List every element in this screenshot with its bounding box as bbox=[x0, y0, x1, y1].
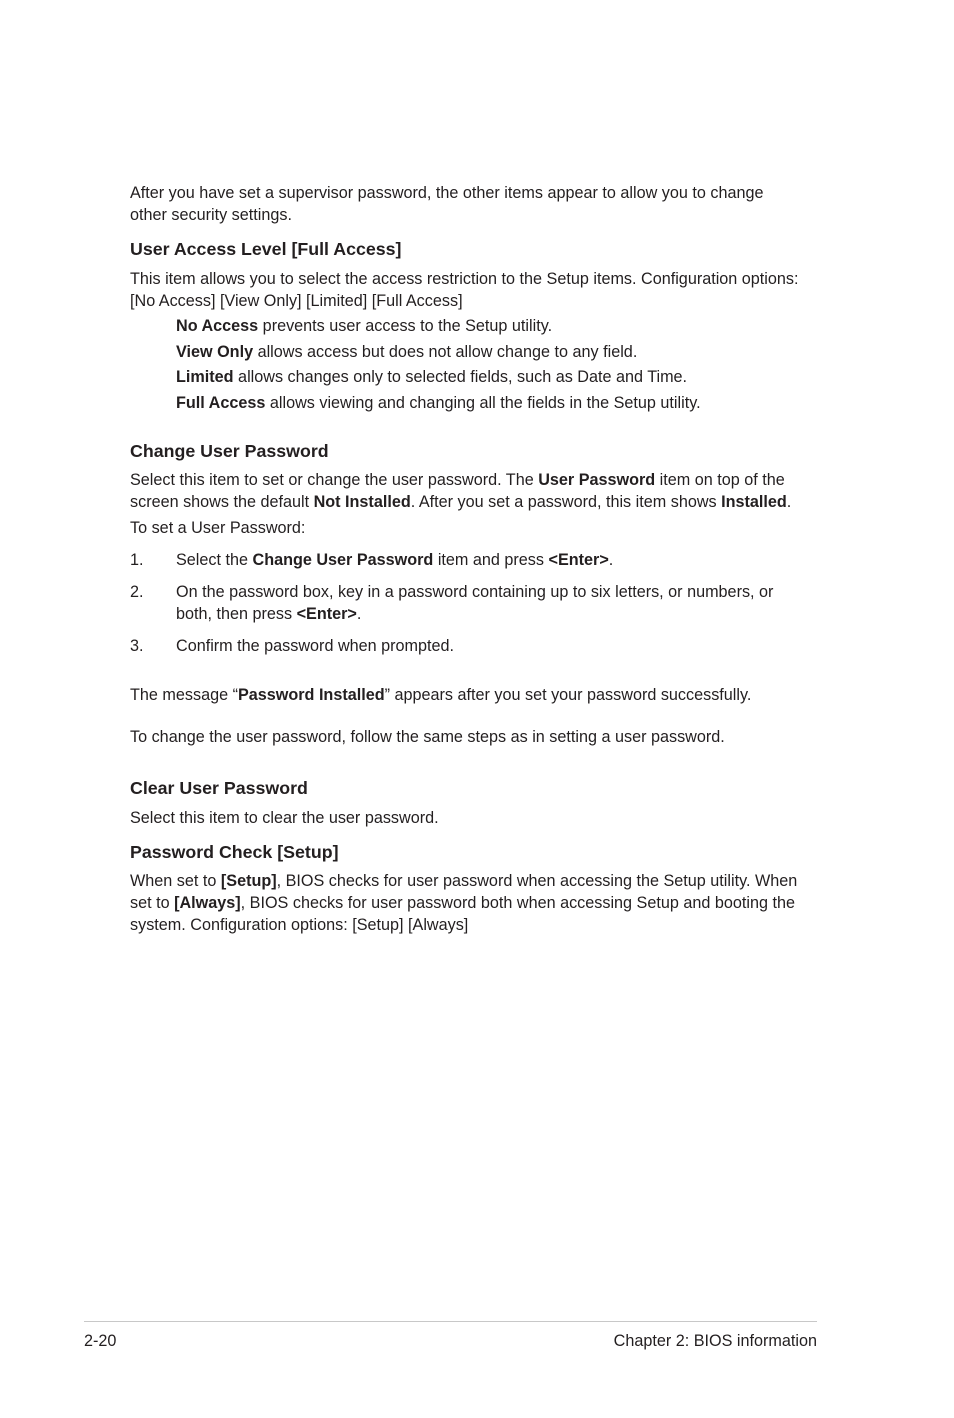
text-run: item on top of the bbox=[655, 471, 785, 489]
password-check-heading: Password Check [Setup] bbox=[130, 842, 339, 862]
step-number: 1. bbox=[130, 551, 144, 569]
text-run: Select this item to set or change the user password. The bbox=[130, 471, 539, 489]
intro-paragraph bbox=[130, 182, 820, 226]
option-full-access bbox=[176, 392, 820, 414]
change-password-paragraph bbox=[130, 469, 820, 513]
text-run: both, then press bbox=[176, 605, 297, 623]
option-text: allows viewing and changing all the fields in the Setup utility. bbox=[265, 394, 701, 412]
option-view-only bbox=[176, 341, 820, 363]
bold-run: Not Installed bbox=[313, 493, 411, 511]
option-term: Full Access bbox=[176, 394, 266, 412]
password-installed-message bbox=[130, 684, 820, 706]
text-run: item and press bbox=[433, 551, 549, 569]
text-run: . After you set a password, this item shows bbox=[410, 493, 722, 511]
text-run: , BIOS checks for user password when accessing the Setup utility. When bbox=[276, 872, 798, 890]
step-number: 3. bbox=[130, 637, 144, 655]
change-password-heading: Change User Password bbox=[130, 441, 329, 461]
chapter-title: Chapter 2: BIOS information bbox=[613, 1332, 817, 1350]
option-text: allows changes only to selected fields, such as Date and Time. bbox=[233, 368, 688, 386]
step-3-text: Confirm the password when prompted. bbox=[176, 637, 455, 655]
bold-run: [Always] bbox=[174, 894, 241, 912]
step-2-text bbox=[176, 581, 820, 625]
text-run: set to bbox=[130, 894, 175, 912]
text-run: ” appears after you set your password successfully. bbox=[384, 686, 752, 704]
option-text: allows access but does not allow change to any field. bbox=[253, 343, 638, 361]
step-1-text bbox=[176, 549, 820, 571]
text-run: The message “ bbox=[130, 686, 238, 704]
bold-run: <Enter> bbox=[548, 551, 609, 569]
option-term: View Only bbox=[176, 343, 254, 361]
clear-password-text: Select this item to clear the user password. bbox=[130, 809, 439, 827]
change-password-note: To change the user password, follow the same steps as in setting a user password. bbox=[130, 728, 725, 746]
option-no-access bbox=[176, 315, 820, 337]
bold-run: User Password bbox=[538, 471, 656, 489]
user-access-heading: User Access Level [Full Access] bbox=[130, 239, 402, 259]
user-access-description bbox=[130, 268, 820, 312]
intro-line-2: other security settings. bbox=[130, 206, 292, 224]
text-run: screen shows the default bbox=[130, 493, 314, 511]
option-text: prevents user access to the Setup utility. bbox=[258, 317, 553, 335]
page-number: 2-20 bbox=[84, 1332, 117, 1350]
intro-line-1: After you have set a supervisor password, the other items appear to allow you to change bbox=[130, 184, 764, 202]
user-access-desc-line-2: [No Access] [View Only] [Limited] [Full Access] bbox=[130, 292, 463, 310]
password-check-paragraph bbox=[130, 870, 820, 936]
bold-run: Change User Password bbox=[252, 551, 434, 569]
user-access-desc-line-1: This item allows you to select the access restriction to the Setup items. Configuration options: bbox=[130, 270, 799, 288]
to-set-label: To set a User Password: bbox=[130, 519, 306, 537]
option-term: No Access bbox=[176, 317, 259, 335]
option-term: Limited bbox=[176, 368, 234, 386]
clear-password-heading: Clear User Password bbox=[130, 778, 308, 798]
text-run: When set to bbox=[130, 872, 221, 890]
footer-divider bbox=[84, 1321, 817, 1322]
bold-run: Password Installed bbox=[237, 686, 385, 704]
text-run: system. Configuration options: [Setup] [Always] bbox=[130, 916, 469, 934]
text-run: , BIOS checks for user password both when accessing Setup and booting the bbox=[240, 894, 795, 912]
text-run: . bbox=[608, 551, 614, 569]
bold-run: [Setup] bbox=[220, 872, 277, 890]
bold-run: <Enter> bbox=[296, 605, 357, 623]
text-run: . bbox=[786, 493, 792, 511]
option-limited bbox=[176, 366, 820, 388]
text-run: . bbox=[356, 605, 362, 623]
step-number: 2. bbox=[130, 583, 144, 601]
text-run: Select the bbox=[176, 551, 253, 569]
bold-run: Installed bbox=[721, 493, 787, 511]
text-run: On the password box, key in a password containing up to six letters, or numbers, or bbox=[176, 583, 774, 601]
